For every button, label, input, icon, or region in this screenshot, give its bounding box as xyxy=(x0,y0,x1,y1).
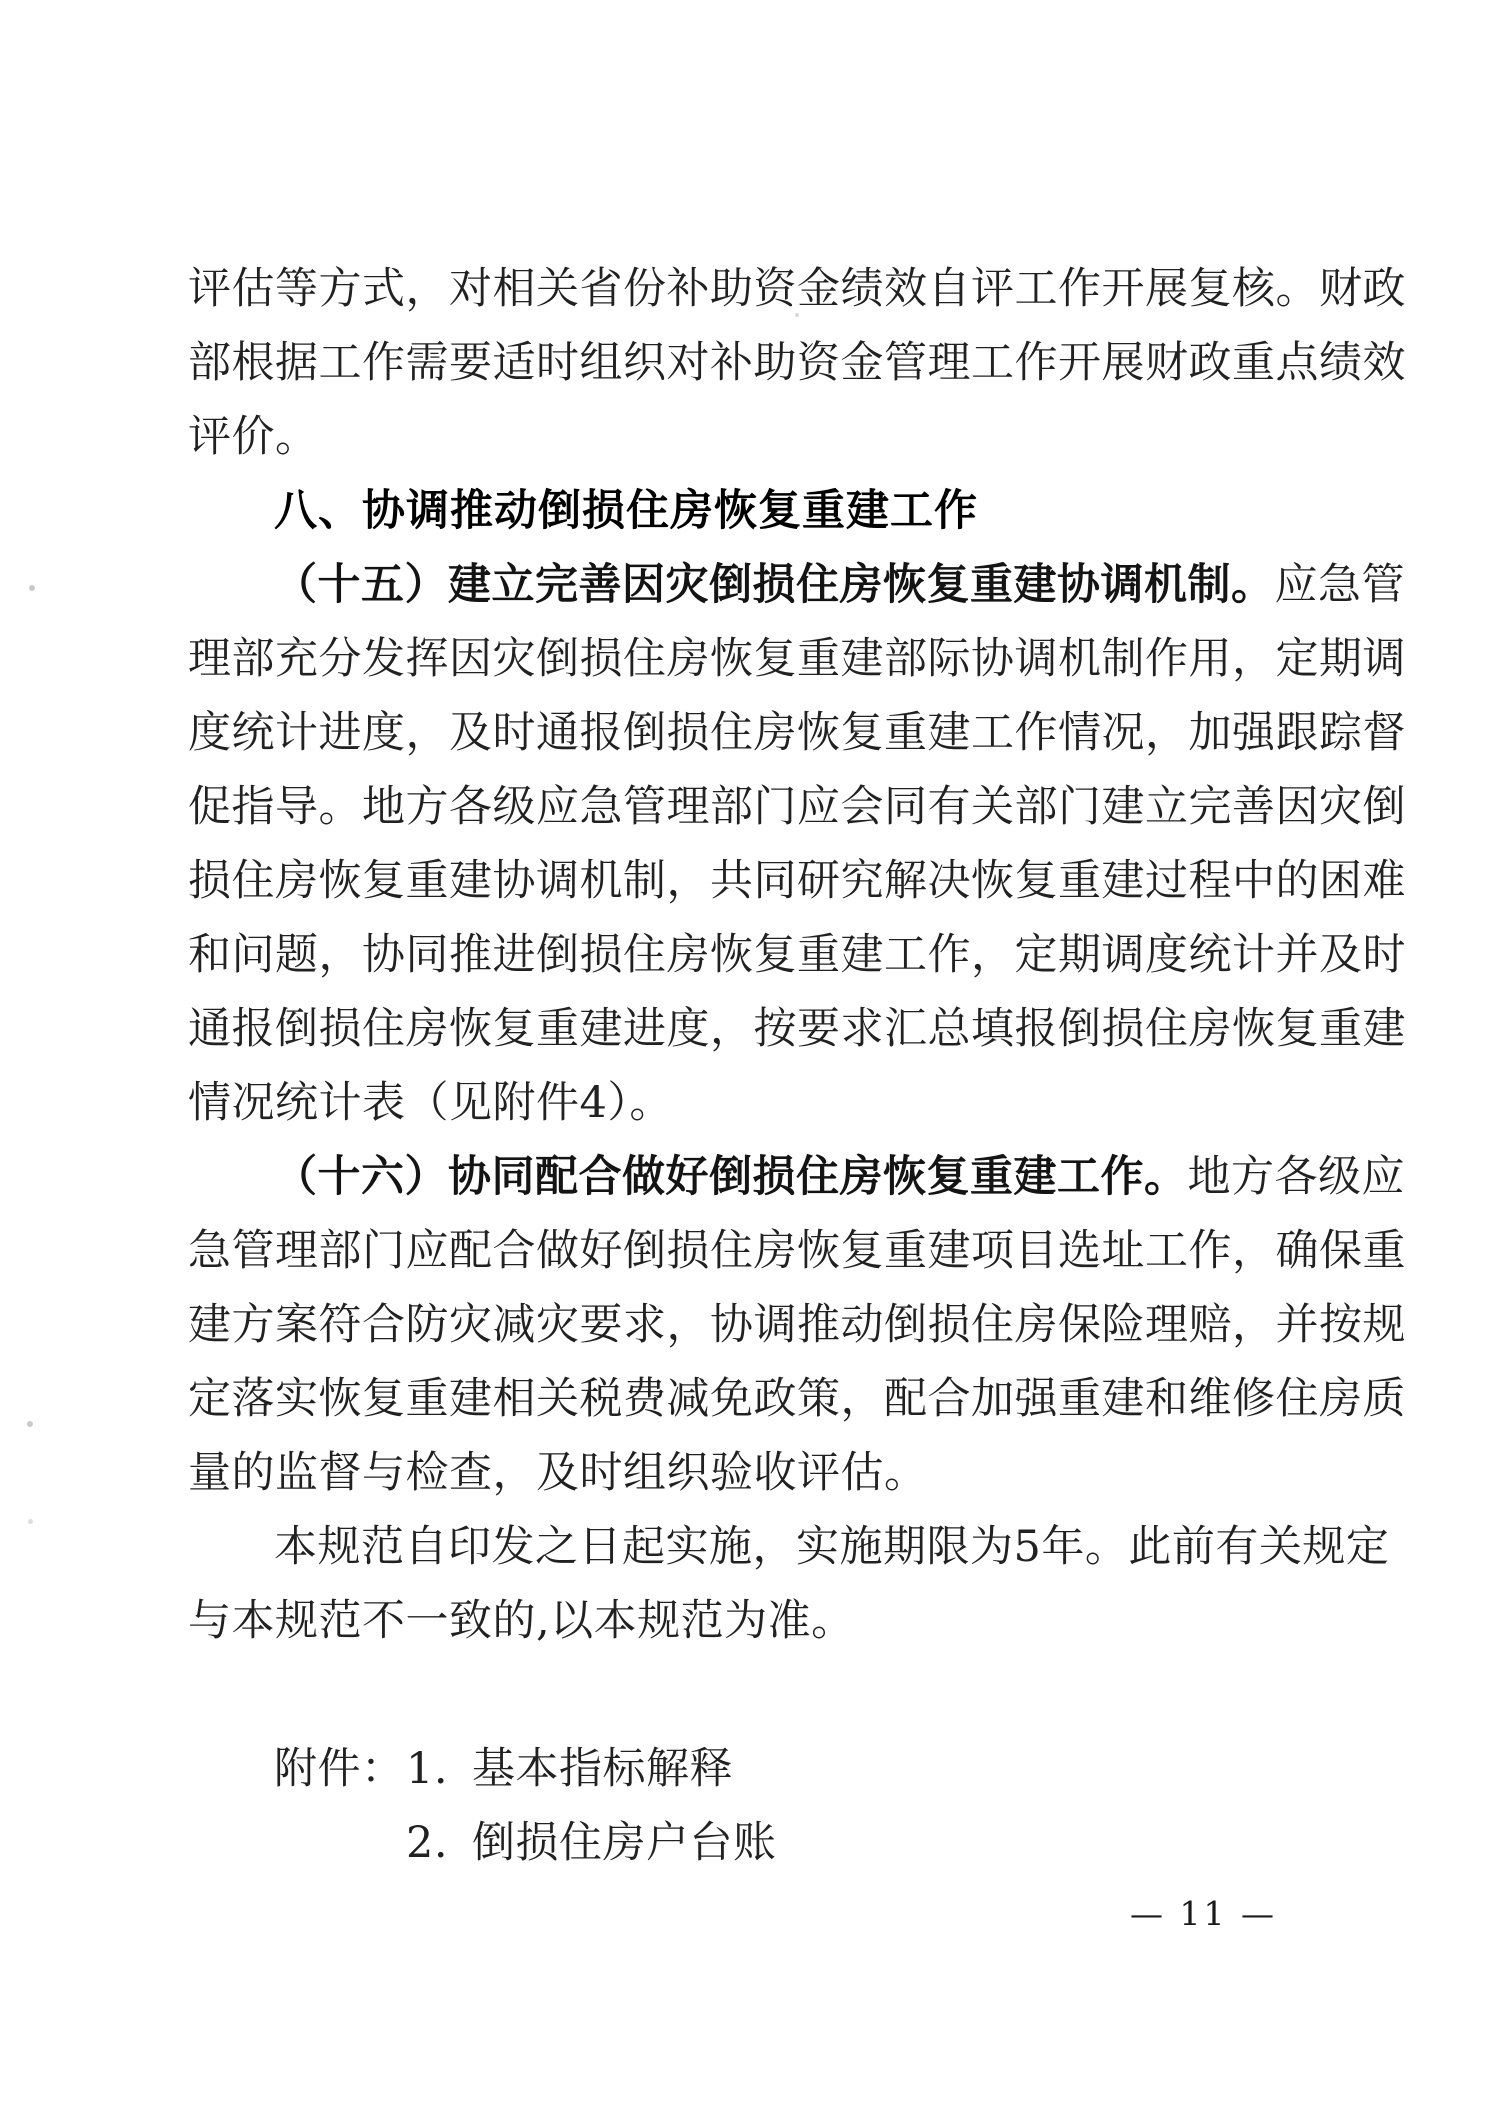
attachment-line xyxy=(188,1732,1358,1806)
body-line: 评价。 xyxy=(188,412,319,462)
body-line: 理部充分发挥因灾倒损住房恢复重建部际协调机制作用，定期调 xyxy=(188,634,1406,684)
blank-line xyxy=(188,1658,1358,1732)
clause-16-lead: （十六）协同配合做好倒损住房恢复重建工作。 xyxy=(274,1152,1188,1202)
clause-16-lead-rest: 地方各级应 xyxy=(1187,1152,1405,1202)
body-line: 和问题，协同推进倒损住房恢复重建工作，定期调度统计并及时 xyxy=(188,930,1406,980)
body-line: 促指导。地方各级应急管理部门应会同有关部门建立完善因灾倒 xyxy=(188,782,1406,832)
body-line: 情况统计表（见附件4）。 xyxy=(188,1078,673,1128)
scan-artifact xyxy=(27,1421,33,1427)
body-line: 评估等方式，对相关省份补助资金绩效自评工作开展复核。财政 xyxy=(188,264,1406,314)
scan-artifact xyxy=(29,585,35,591)
clause-15-lead-rest: 应急管 xyxy=(1274,560,1405,610)
body-line: 量的监督与检查，及时组织验收评估。 xyxy=(188,1448,928,1498)
attachment-line xyxy=(188,1806,1358,1880)
attachment-label: 附件： xyxy=(274,1744,405,1794)
text-block xyxy=(188,252,1406,1880)
clause-15-first-line xyxy=(188,548,1405,622)
body-line: 部根据工作需要适时组织对补助资金管理工作开展财政重点绩效 xyxy=(188,338,1406,388)
section-heading: 八、协调推动倒损住房恢复重建工作 xyxy=(274,486,978,536)
page-number: — 11 — xyxy=(1130,1894,1277,1933)
scan-artifact xyxy=(795,313,799,317)
closing-line: 本规范自印发之日起实施，实施期限为5年。此前有关规定 xyxy=(274,1522,1390,1572)
clause-15-lead: （十五）建立完善因灾倒损住房恢复重建协调机制。 xyxy=(274,560,1275,610)
body-line: 定落实恢复重建相关税费减免政策，配合加强重建和维修住房质 xyxy=(188,1374,1406,1424)
body-line: 损住房恢复重建协调机制，共同研究解决恢复重建过程中的困难 xyxy=(188,856,1406,906)
body-line: 建方案符合防灾减灾要求，协调推动倒损住房保险理赔，并按规 xyxy=(188,1300,1406,1350)
clause-16-first-line xyxy=(188,1140,1405,1214)
body-line: 度统计进度，及时通报倒损住房恢复重建工作情况，加强跟踪督 xyxy=(188,708,1406,758)
attachment-item-number: 1. xyxy=(406,1744,449,1794)
body-line: 通报倒损住房恢复重建进度，按要求汇总填报倒损住房恢复重建 xyxy=(188,1004,1406,1054)
attachment-item-number: 2. xyxy=(406,1818,449,1868)
attachment-item-title: 倒损住房户台账 xyxy=(472,1818,777,1868)
attachment-item-title: 基本指标解释 xyxy=(472,1744,733,1794)
body-line: 急管理部门应配合做好倒损住房恢复重建项目选址工作，确保重 xyxy=(188,1226,1406,1276)
scan-artifact xyxy=(28,1519,33,1524)
closing-line: 与本规范不一致的,以本规范为准。 xyxy=(188,1596,855,1646)
